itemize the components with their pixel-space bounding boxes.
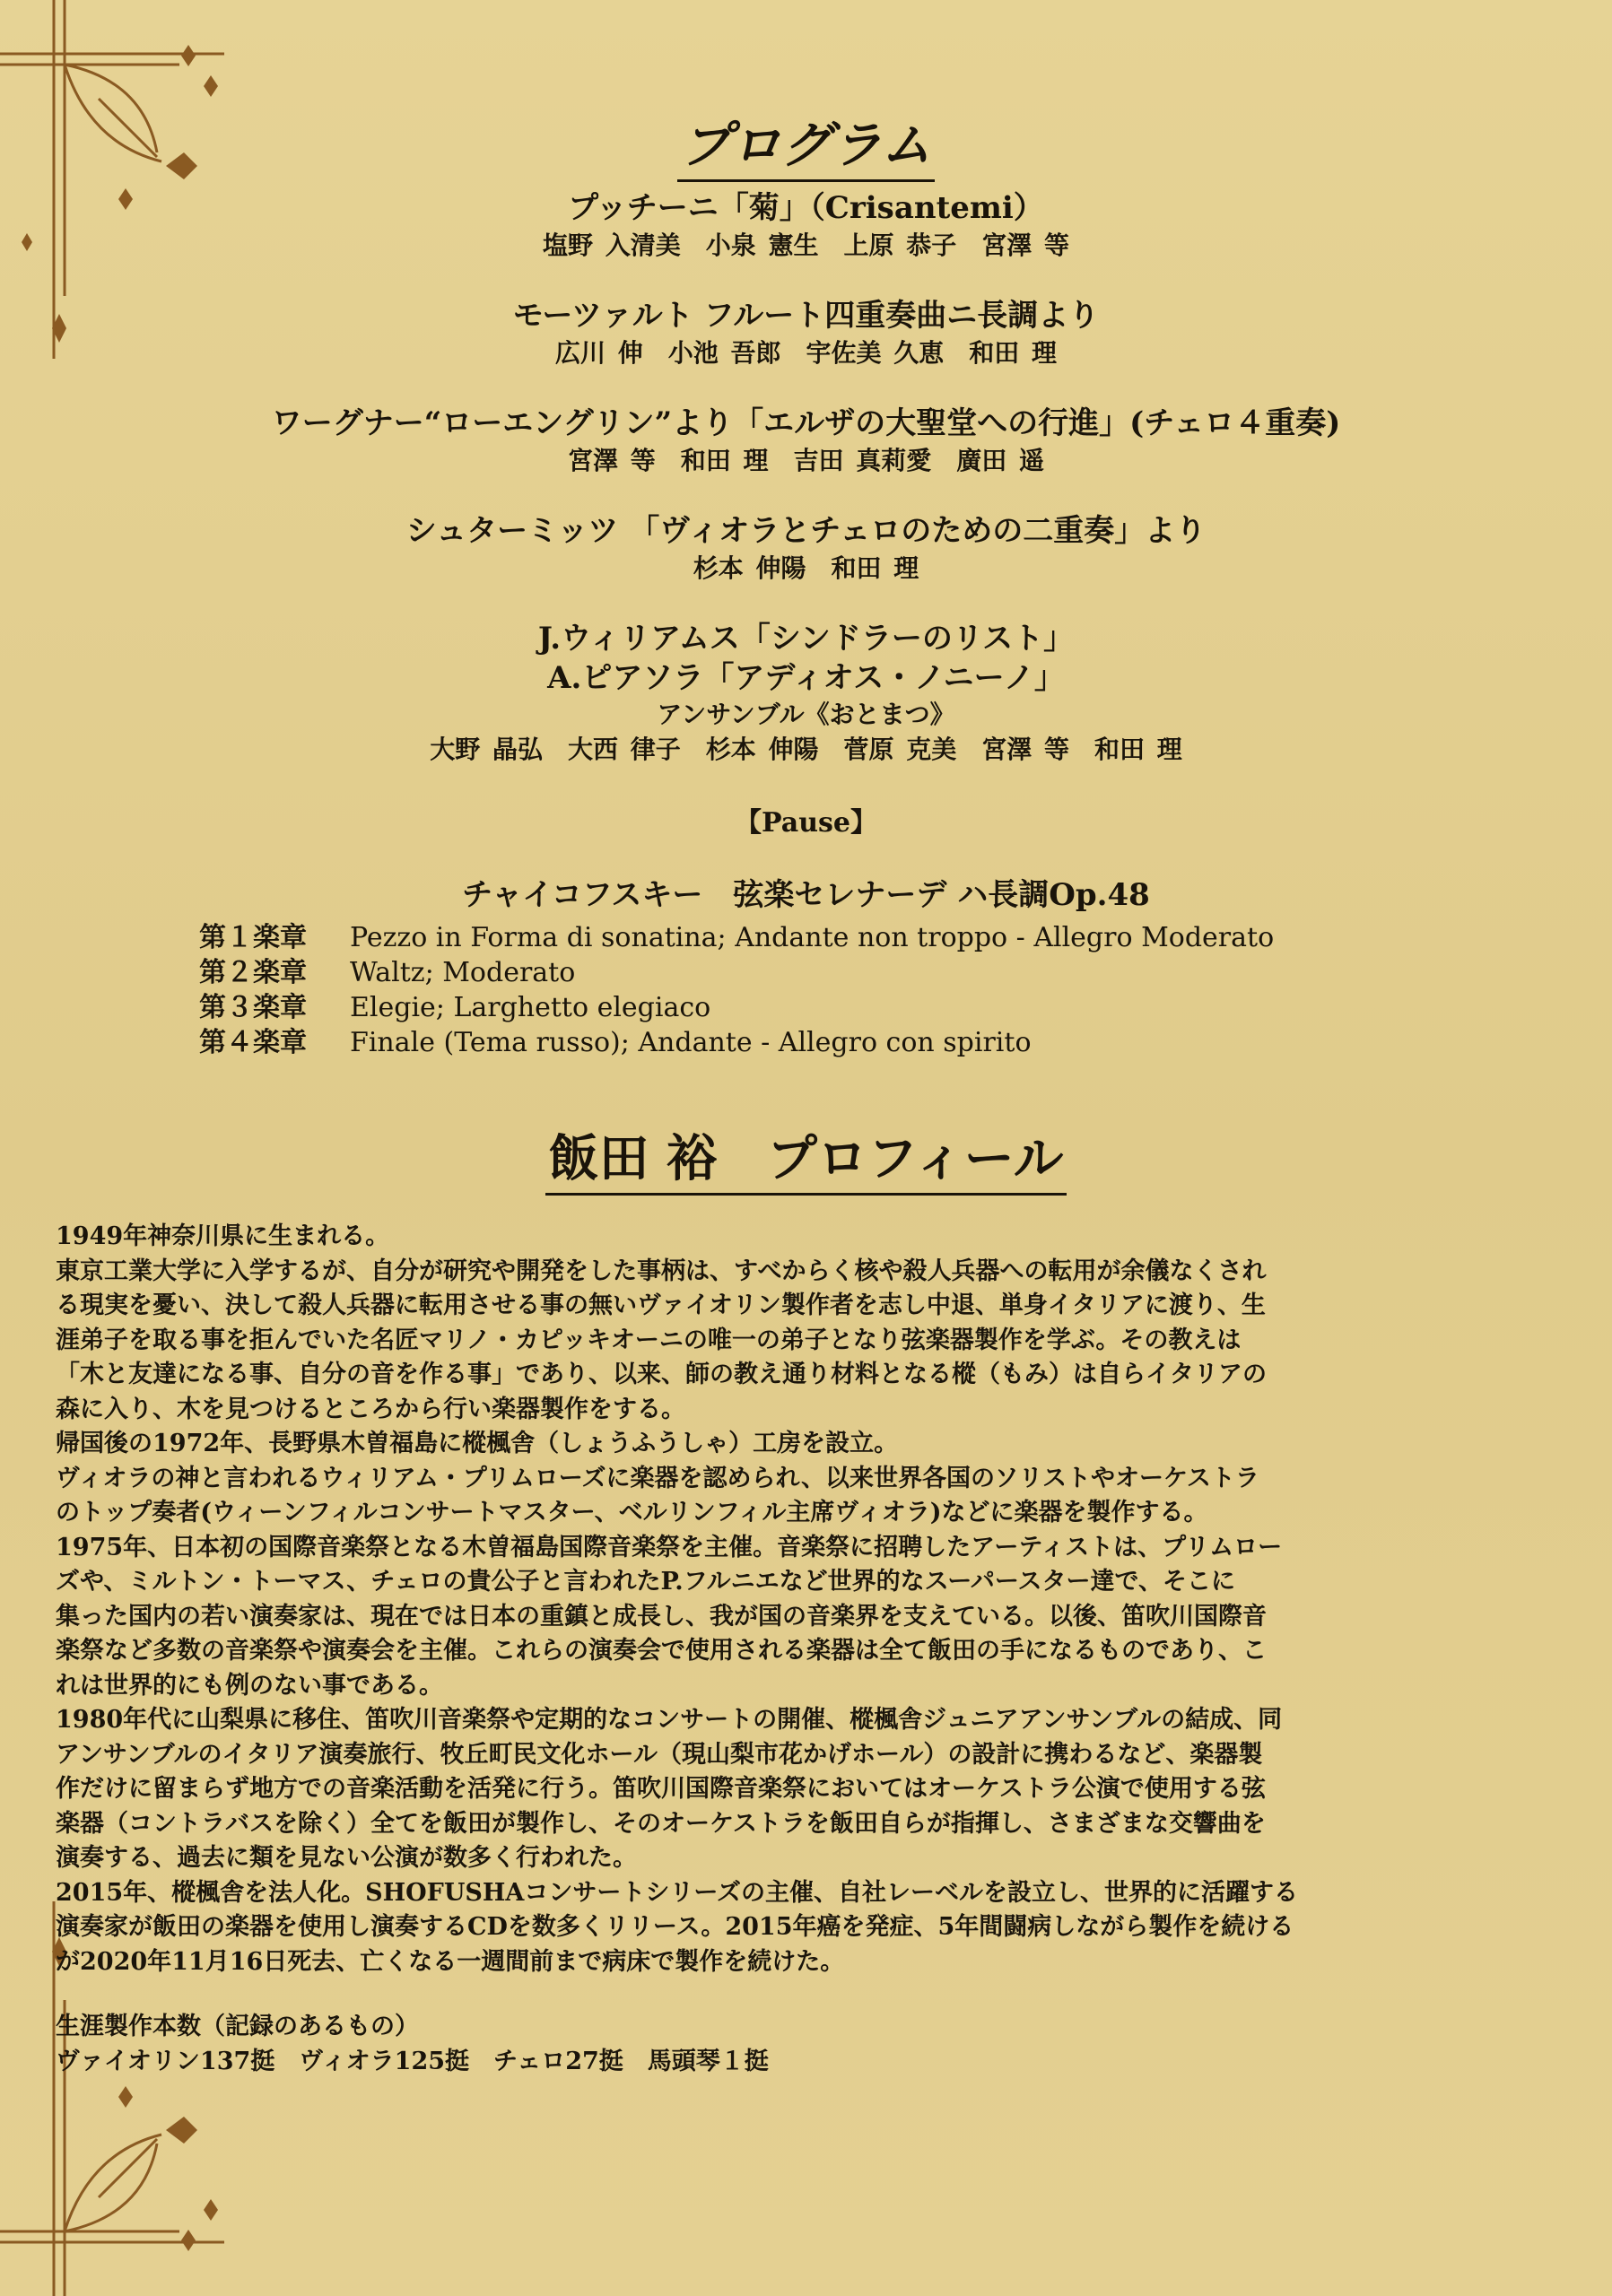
movement-list xyxy=(199,920,1612,1060)
movement xyxy=(199,1025,1612,1060)
ensemble-players: 大野 晶弘 大西 律子 杉本 伸陽 菅原 克美 宮澤 等 和田 理 xyxy=(430,735,1182,764)
piece-players: 広川 伸 小池 吾郎 宇佐美 久恵 和田 理 xyxy=(555,338,1057,368)
movement xyxy=(199,920,1612,955)
profile-line: 1980年代に山梨県に移住、笛吹川音楽祭や定期的なコンサートの開催、樅楓舎ジュニアアンサンブルの結成、同 xyxy=(56,1706,1283,1734)
profile-line: 集った国内の若い演奏家は、現在では日本の重鎮と成長し、我が国の音楽界を支えている。以後、笛吹川国際音 xyxy=(56,1602,1267,1631)
program-list xyxy=(0,188,1612,1060)
ensemble-line-1: J.ウィリアムス「シンドラーのリスト」 xyxy=(537,621,1075,657)
works-title: 生涯製作本数（記録のあるもの） xyxy=(56,2013,419,2040)
profile-line: 帰国後の1972年、長野県木曽福島に樅楓舎（しょうふうしゃ）工房を設立。 xyxy=(56,1430,899,1457)
piece-title: モーツァルト フルート四重奏曲ニ長調より xyxy=(512,298,1100,334)
spacer xyxy=(56,1979,1581,2010)
profile-line: 作だけに留まらず地方での音楽活動を活発に行う。笛吹川国際音楽祭においてはオーケストラ公演で使用する弦 xyxy=(56,1775,1266,1803)
piece-players: 宮澤 等 和田 理 吉田 真莉愛 廣田 遥 xyxy=(568,446,1044,475)
profile-line: 楽祭など多数の音楽祭や演奏会を主催。これらの演奏会で使用される楽器は全て飯田の手になるものであり、こ xyxy=(56,1637,1267,1665)
profile-line: れは世界的にも例のない事である。 xyxy=(56,1671,443,1700)
movement xyxy=(199,990,1612,1025)
program-piece xyxy=(0,296,1612,371)
profile-line: 2015年、樅楓舎を法人化。SHOFUSHAコンサートシリーズの主催、自社レーベルを設立し、世界的に活躍する xyxy=(56,1878,1298,1907)
piece-title: ワーグナー“ローエングリン”より「エルザの大聖堂への行進」(チェロ４重奏) xyxy=(271,405,1341,441)
profile-line: 1949年神奈川県に生まれる。 xyxy=(56,1222,390,1250)
profile-line: 楽器（コントラバスを除く）全てを飯田が製作し、そのオーケストラを飯田自らが指揮し、さまざまな交響曲を xyxy=(56,1809,1266,1838)
profile-body xyxy=(56,1220,1581,2079)
movement-text: Pezzo in Forma di sonatina; Andante non troppo - Allegro Moderato xyxy=(350,922,1275,953)
profile-line: 「木と友達になる事、自分の音を作る事」であり、以来、師の教え通り材料となる樅（もみ）は自らイタリアの xyxy=(56,1361,1267,1388)
profile-line: 演奏する、過去に類を見ない公演が数多く行われた。 xyxy=(56,1844,637,1872)
movement-label: 第２楽章 xyxy=(199,957,307,988)
movement-label: 第３楽章 xyxy=(199,992,307,1023)
movement xyxy=(199,955,1612,990)
movement-text: Elegie; Larghetto elegiaco xyxy=(350,992,711,1023)
program-piece xyxy=(0,511,1612,587)
piece-title: シュターミッツ 「ヴィオラとチェロのための二重奏」より xyxy=(405,513,1207,549)
profile-line: る現実を憂い、決して殺人兵器に転用させる事の無いヴァイオリン製作者を志し中退、単身イタリアに渡り、生 xyxy=(56,1292,1266,1319)
piece-players: 杉本 伸陽 和田 理 xyxy=(693,553,919,583)
profile-line: 涯弟子を取る事を拒んでいた名匠マリノ・カピッキオーニの唯一の弟子となり弦楽器製作を学ぶ。その教えは xyxy=(56,1326,1242,1354)
profile-line: ヴィオラの神と言われるウィリアム・プリムローズに楽器を認められ、以来世界各国のソリストやオーケストラ xyxy=(56,1464,1259,1492)
movement-text: Waltz; Moderato xyxy=(350,957,576,988)
ensemble-line-2: A.ピアソラ「アディオス・ノニーノ」 xyxy=(547,660,1065,696)
movement-label: 第１楽章 xyxy=(199,922,307,953)
program-piece xyxy=(0,404,1612,479)
profile-line: ズや、ミルトン・トーマス、チェロの貴公子と言われたP.フルニエなど世界的なスーパースター達で、そこに xyxy=(56,1568,1236,1596)
profile-line: のトップ奏者(ウィーンフィルコンサートマスター、ベルリンフィル主席ヴィオラ)などに楽器を製作する。 xyxy=(56,1499,1208,1526)
profile-line: 森に入り、木を見つけるところから行い楽器製作をする。 xyxy=(56,1395,685,1423)
movement-text: Finale (Tema russo); Andante - Allegro con spirito xyxy=(350,1027,1032,1058)
ensemble-group: アンサンブル《おとまつ》 xyxy=(657,700,955,729)
profile-line: が2020年11月16日死去、亡くなる一週間前まで病床で製作を続けた。 xyxy=(56,1947,845,1976)
tchaikovsky-title: チャイコフスキー 弦楽セレナーデ ハ長調Op.48 xyxy=(462,877,1150,913)
piece-title: プッチーニ「菊」（Crisantemi） xyxy=(568,190,1044,226)
profile-line: 1975年、日本初の国際音楽祭となる木曽福島国際音楽祭を主催。音楽祭に招聘したアーティストは、プリムロー xyxy=(56,1533,1283,1561)
profile-line: アンサンブルのイタリア演奏旅行、牧丘町民文化ホール（現山梨市花かげホール）の設計に携わるなど、楽器製 xyxy=(56,1740,1263,1769)
movement-label: 第４楽章 xyxy=(199,1027,307,1058)
pause-label: 【Pause】 xyxy=(735,807,877,839)
program-piece xyxy=(0,188,1612,264)
profile-title: 飯田 裕 プロフィール xyxy=(0,1119,1612,1196)
ensemble-piece xyxy=(0,619,1612,768)
profile-line: 東京工業大学に入学するが、自分が研究や開発をした事柄は、すべからく核や殺人兵器への転用が余儀なくされ xyxy=(56,1257,1267,1285)
works-count: ヴァイオリン137挺 ヴィオラ125挺 チェロ27挺 馬頭琴１挺 xyxy=(56,2047,769,2075)
profile-line: 演奏家が飯田の楽器を使用し演奏するCDを数多くリリース。2015年癌を発症、5年間闘病しながら製作を続ける xyxy=(56,1913,1294,1941)
piece-players: 塩野 入清美 小泉 憲生 上原 恭子 宮澤 等 xyxy=(543,230,1069,260)
program-title: プログラム xyxy=(0,106,1612,182)
